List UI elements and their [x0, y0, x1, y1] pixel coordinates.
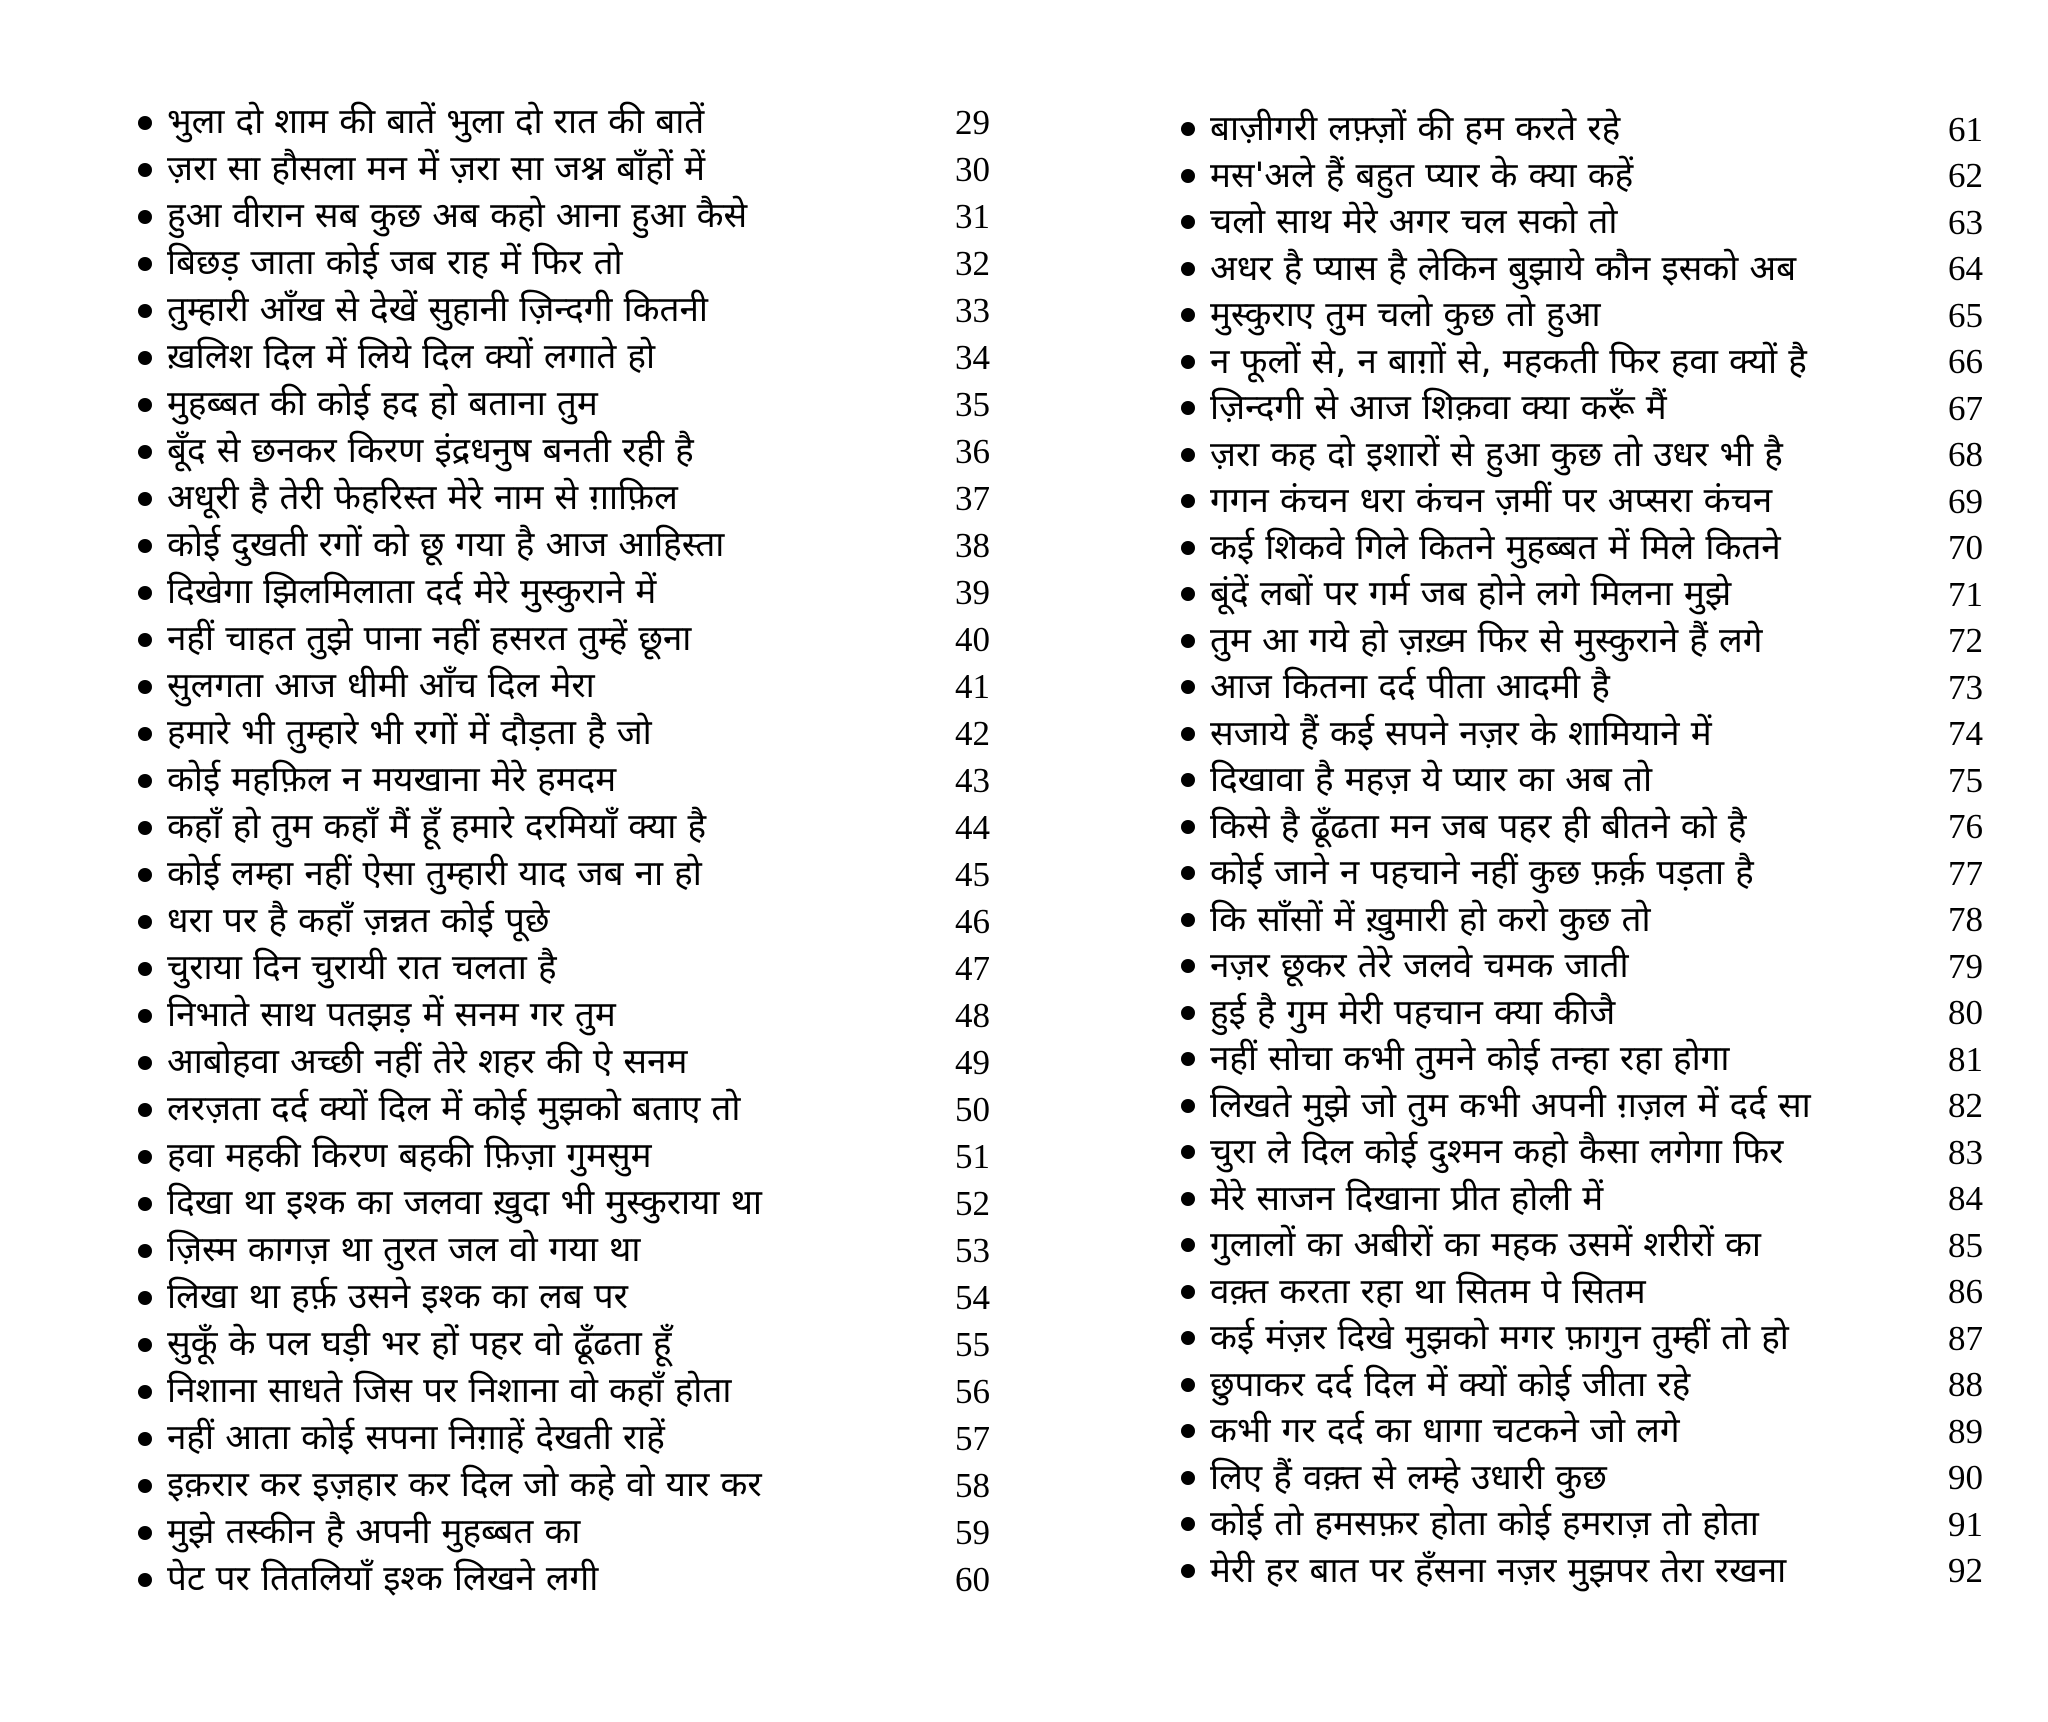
toc-entry [1181, 571, 1983, 618]
toc-entry [1181, 990, 1983, 1037]
toc-entry-page-number: 90 [1948, 1458, 1983, 1498]
toc-entry [1181, 199, 1983, 246]
toc-column-left [138, 99, 990, 1603]
bullet-icon [138, 1009, 152, 1023]
toc-entry-title: कि साँसों में ख़ुमारी हो करो कुछ तो [1210, 899, 1651, 940]
toc-entry [1181, 618, 1983, 665]
toc-entry-page-number: 57 [955, 1419, 990, 1458]
toc-entry-page-number: 75 [1948, 760, 1983, 800]
toc-entry-title: हमारे भी तुम्हारे भी रगों में दौड़ता है जो [167, 713, 652, 754]
bullet-icon [1181, 1378, 1195, 1392]
toc-entry-title: चुराया दिन चुरायी रात चलता है [167, 948, 557, 989]
toc-entry-page-number: 52 [955, 1184, 990, 1223]
toc-entry [138, 522, 990, 569]
toc-entry-title: आज कितना दर्द पीता आदमी है [1210, 667, 1610, 707]
toc-entry-page-number: 48 [955, 996, 990, 1035]
toc-entry [1181, 1269, 1983, 1316]
toc-entry-page-number: 51 [955, 1137, 990, 1176]
bullet-icon [1181, 913, 1195, 927]
toc-entry-page-number: 56 [955, 1372, 990, 1411]
bullet-icon [138, 116, 152, 130]
toc-entry [1181, 478, 1983, 525]
toc-entry-page-number: 59 [955, 1513, 990, 1552]
toc-entry-title: कभी गर दर्द का धागा चटकने जो लगे [1210, 1411, 1680, 1451]
bullet-icon [138, 398, 152, 412]
bullet-icon [138, 1573, 152, 1587]
toc-entry-page-number: 39 [955, 573, 990, 612]
toc-entry-page-number: 87 [1948, 1318, 1983, 1358]
toc-entry [138, 1180, 990, 1227]
toc-entry-title: मेरे साजन दिखाना प्रीत होली में [1210, 1178, 1604, 1219]
toc-entry-page-number: 55 [955, 1325, 990, 1364]
toc-entry [138, 757, 990, 804]
toc-entry-title: बूँद से छनकर किरण इंद्रधनुष बनती रही है [167, 431, 694, 472]
toc-entry-title: धरा पर है कहाँ ज़न्नत कोई पूछे [167, 901, 550, 942]
toc-entry-title: दिखा था इश्क का जलवा ख़ुदा भी मुस्कुराया था [167, 1183, 763, 1224]
toc-entry-title: तुम्हारी आँख से देखें सुहानी ज़िन्दगी कितनी [167, 290, 708, 331]
toc-entry [138, 287, 990, 334]
toc-entry [138, 1227, 990, 1274]
bullet-icon [138, 680, 152, 694]
toc-entry-title: आबोहवा अच्छी नहीं तेरे शहर की ऐ सनम [167, 1042, 688, 1083]
toc-entry-title: कोई दुखती रगों को छू गया है आज आहिस्ता [167, 525, 725, 566]
toc-entry-title: हवा महकी किरण बहकी फ़िज़ा गुमसुम [167, 1136, 652, 1177]
bullet-icon [138, 1291, 152, 1305]
toc-entry-title: निभाते साथ पतझड़ में सनम गर तुम [167, 995, 616, 1036]
toc-entry [138, 334, 990, 381]
toc-entry-title: ख़लिश दिल में लिये दिल क्यों लगाते हो [167, 337, 656, 378]
toc-entry-title: कई मंज़र दिखे मुझको मगर फ़ागुन तुम्हीं तो हो [1210, 1318, 1789, 1358]
toc-entry-title: नहीं सोचा कभी तुमने कोई तन्हा रहा होगा [1210, 1039, 1730, 1079]
toc-entry-page-number: 88 [1948, 1365, 1983, 1405]
bullet-icon [138, 1197, 152, 1211]
toc-entry-page-number: 64 [1948, 249, 1983, 289]
toc-entry-title: निशाना साधते जिस पर निशाना वो कहाँ होता [167, 1371, 732, 1412]
bullet-icon [1181, 122, 1195, 136]
bullet-icon [1181, 1192, 1195, 1206]
bullet-icon [138, 1526, 152, 1540]
toc-entry-title: अधूरी है तेरी फेहरिस्त मेरे नाम से ग़ाफ़िल [167, 478, 678, 519]
toc-entry-title: गुलालों का अबीरों का महक उसमें शरीरों का [1210, 1225, 1761, 1265]
toc-entry [1181, 1362, 1983, 1409]
toc-entry-title: कहाँ हो तुम कहाँ मैं हूँ हमारे दरमियाँ क्या है [167, 807, 707, 848]
toc-entry-page-number: 37 [955, 479, 990, 518]
toc-entry [138, 663, 990, 710]
toc-entry-page-number: 83 [1948, 1132, 1983, 1172]
toc-entry-title: मुस्कुराए तुम चलो कुछ तो हुआ [1210, 295, 1601, 335]
toc-entry-page-number: 86 [1948, 1272, 1983, 1312]
toc-entry [1181, 757, 1983, 804]
bullet-icon [1181, 1052, 1195, 1066]
bullet-icon [1181, 959, 1195, 973]
toc-entry-title: ज़रा कह दो इशारों से हुआ कुछ तो उधर भी है [1210, 434, 1783, 475]
toc-entry [1181, 1501, 1983, 1548]
toc-entry-title: मुझे तस्कीन है अपनी मुहब्बत का [167, 1512, 581, 1553]
bullet-icon [138, 210, 152, 224]
toc-entry-page-number: 71 [1948, 574, 1983, 614]
toc-entry-page-number: 36 [955, 432, 990, 471]
bullet-icon [1181, 262, 1195, 276]
toc-entry-page-number: 84 [1948, 1179, 1983, 1219]
bullet-icon [138, 1338, 152, 1352]
toc-entry-page-number: 49 [955, 1043, 990, 1082]
bullet-icon [138, 633, 152, 647]
toc-entry [138, 851, 990, 898]
bullet-icon [1181, 634, 1195, 648]
toc-entry-page-number: 78 [1948, 900, 1983, 940]
toc-entry-title: हुआ वीरान सब कुछ अब कहो आना हुआ कैसे [167, 196, 748, 237]
bullet-icon [1181, 1471, 1195, 1485]
bullet-icon [1181, 308, 1195, 322]
toc-entry [1181, 1083, 1983, 1130]
bullet-icon [138, 257, 152, 271]
toc-entry [1181, 711, 1983, 758]
bullet-icon [1181, 727, 1195, 741]
toc-entry-page-number: 30 [955, 150, 990, 189]
bullet-icon [1181, 494, 1195, 508]
toc-entry-page-number: 42 [955, 714, 990, 753]
toc-entry-title: बिछड़ जाता कोई जब राह में फिर तो [167, 243, 623, 284]
bullet-icon [138, 915, 152, 929]
toc-entry-title: दिखावा है महज़ ये प्यार का अब तो [1210, 760, 1653, 800]
toc-entry [1181, 246, 1983, 293]
toc-entry-title: नहीं आता कोई सपना निग़ाहें देखती राहें [167, 1418, 665, 1459]
toc-entry [138, 1368, 990, 1415]
toc-entry [1181, 1548, 1983, 1595]
toc-entry-page-number: 74 [1948, 714, 1983, 754]
bullet-icon [1181, 820, 1195, 834]
toc-entry [138, 616, 990, 663]
toc-entry [138, 1415, 990, 1462]
bullet-icon [138, 1432, 152, 1446]
bullet-icon [1181, 169, 1195, 183]
toc-entry-page-number: 70 [1948, 528, 1983, 568]
toc-entry-page-number: 92 [1948, 1551, 1983, 1591]
bullet-icon [138, 163, 152, 177]
toc-entry [138, 898, 990, 945]
toc-entry [138, 1509, 990, 1556]
bullet-icon [1181, 866, 1195, 880]
toc-entry-title: बूंदें लबों पर गर्म जब होने लगे मिलना मुझे [1210, 574, 1732, 614]
toc-entry-page-number: 47 [955, 949, 990, 988]
bullet-icon [138, 821, 152, 835]
toc-entry [1181, 897, 1983, 944]
bullet-icon [1181, 401, 1195, 415]
toc-entry-page-number: 62 [1948, 156, 1983, 196]
bullet-icon [138, 1056, 152, 1070]
toc-entry-title: कोई तो हमसफ़र होता कोई हमराज़ तो होता [1210, 1504, 1759, 1544]
toc-entry [1181, 292, 1983, 339]
bullet-icon [1181, 1285, 1195, 1299]
bullet-icon [138, 586, 152, 600]
bullet-icon [1181, 587, 1195, 601]
toc-entry-title: मेरी हर बात पर हँसना नज़र मुझपर तेरा रखना [1210, 1550, 1787, 1591]
toc-entry-page-number: 35 [955, 385, 990, 424]
toc-entry-title: कोई जाने न पहचाने नहीं कुछ फ़र्क़ पड़ता है [1210, 853, 1754, 893]
bullet-icon [1181, 680, 1195, 694]
toc-entry-title: अधर है प्यास है लेकिन बुझाये कौन इसको अब [1210, 248, 1797, 289]
toc-entry-page-number: 29 [955, 103, 990, 142]
bullet-icon [138, 304, 152, 318]
toc-entry-title: सुलगता आज धीमी आँच दिल मेरा [167, 666, 595, 707]
toc-entry-title: कोई महफ़िल न मयखाना मेरे हमदम [167, 760, 617, 801]
toc-entry-page-number: 72 [1948, 621, 1983, 661]
bullet-icon [138, 539, 152, 553]
toc-entry-title: भुला दो शाम की बातें भुला दो रात की बातें [167, 102, 705, 143]
bullet-icon [1181, 1238, 1195, 1252]
toc-entry-title: दिखेगा झिलमिलाता दर्द मेरे मुस्कुराने में [167, 572, 657, 613]
toc-entry-title: लिखते मुझे जो तुम कभी अपनी ग़ज़ल में दर्द सा [1210, 1085, 1811, 1126]
toc-entry-title: बाज़ीगरी लफ़्ज़ों की हम करते रहे [1210, 109, 1621, 149]
bullet-icon [138, 1244, 152, 1258]
bullet-icon [1181, 1424, 1195, 1438]
bullet-icon [1181, 355, 1195, 369]
toc-entry-page-number: 82 [1948, 1086, 1983, 1126]
toc-entry-page-number: 54 [955, 1278, 990, 1317]
toc-entry [1181, 525, 1983, 572]
toc-entry-title: नहीं चाहत तुझे पाना नहीं हसरत तुम्हें छूना [167, 619, 692, 660]
toc-entry-title: ज़िन्दगी से आज शिक़वा क्या करूँ मैं [1210, 388, 1667, 428]
toc-entry [138, 381, 990, 428]
toc-entry-page-number: 80 [1948, 993, 1983, 1033]
toc-entry [138, 1133, 990, 1180]
bullet-icon [138, 1479, 152, 1493]
toc-entry-page-number: 66 [1948, 342, 1983, 382]
toc-entry [1181, 850, 1983, 897]
toc-entry-title: कई शिकवे गिले कितने मुहब्बत में मिले कितने [1210, 527, 1781, 568]
bullet-icon [138, 962, 152, 976]
bullet-icon [1181, 1517, 1195, 1531]
bullet-icon [1181, 1331, 1195, 1345]
toc-entry-title: सजाये हैं कई सपने नज़र के शामियाने में [1210, 713, 1712, 754]
toc-entry [138, 1086, 990, 1133]
toc-entry-page-number: 91 [1948, 1504, 1983, 1544]
toc-entry-page-number: 69 [1948, 481, 1983, 521]
toc-entry-title: कोई लम्हा नहीं ऐसा तुम्हारी याद जब ना हो [167, 854, 702, 895]
bullet-icon [1181, 1006, 1195, 1020]
toc-entry-page-number: 68 [1948, 435, 1983, 475]
bullet-icon [1181, 215, 1195, 229]
toc-entry-page-number: 53 [955, 1231, 990, 1270]
toc-entry-title: छुपाकर दर्द दिल में क्यों कोई जीता रहे [1210, 1364, 1691, 1405]
toc-entry [138, 710, 990, 757]
toc-entry-page-number: 32 [955, 244, 990, 283]
toc-entry-page-number: 73 [1948, 667, 1983, 707]
toc-entry-title: मस'अले हैं बहुत प्यार के क्या कहें [1210, 155, 1634, 196]
bullet-icon [138, 1150, 152, 1164]
bullet-icon [1181, 1564, 1195, 1578]
bullet-icon [138, 727, 152, 741]
toc-entry-page-number: 76 [1948, 807, 1983, 847]
toc-entry [138, 193, 990, 240]
toc-entry-title: हुई है गुम मेरी पहचान क्या कीजै [1210, 992, 1616, 1033]
toc-entry-page-number: 61 [1948, 109, 1983, 149]
toc-entry-page-number: 58 [955, 1466, 990, 1505]
toc-column-right [1181, 106, 1983, 1594]
toc-entry-page-number: 77 [1948, 853, 1983, 893]
toc-entry-page-number: 44 [955, 808, 990, 847]
toc-entry-title: सुकूँ के पल घड़ी भर हों पहर वो ढूँढता हूँ [167, 1324, 672, 1365]
toc-entry-title: लरज़ता दर्द क्यों दिल में कोई मुझको बताए तो [167, 1089, 741, 1130]
toc-entry-page-number: 67 [1948, 388, 1983, 428]
toc-entry-page-number: 85 [1948, 1225, 1983, 1265]
toc-entry [1181, 106, 1983, 153]
bullet-icon [138, 1385, 152, 1399]
toc-entry [1181, 339, 1983, 386]
toc-entry-title: न फूलों से, न बाग़ों से, महकती फिर हवा क्यों है [1210, 341, 1807, 382]
toc-entry [1181, 153, 1983, 200]
toc-entry-title: ज़रा सा हौसला मन में ज़रा सा जश्न बाँहों में [167, 149, 706, 190]
bullet-icon [1181, 1145, 1195, 1159]
toc-entry [138, 945, 990, 992]
toc-entry [138, 1274, 990, 1321]
toc-entry-title: गगन कंचन धरा कंचन ज़मीं पर अप्सरा कंचन [1210, 481, 1773, 521]
toc-entry-title: चलो साथ मेरे अगर चल सको तो [1210, 202, 1618, 242]
toc-entry-title: चुरा ले दिल कोई दुश्मन कहो कैसा लगेगा फिर [1210, 1132, 1784, 1172]
toc-entry [1181, 1408, 1983, 1455]
bullet-icon [138, 868, 152, 882]
toc-entry [1181, 1036, 1983, 1083]
toc-entry [1181, 1315, 1983, 1362]
toc-entry-title: इक़रार कर इज़हार कर दिल जो कहे वो यार कर [167, 1465, 762, 1506]
toc-entry-page-number: 89 [1948, 1411, 1983, 1451]
toc-entry [138, 1556, 990, 1603]
toc-entry-title: लिए हैं वक़्त से लम्हे उधारी कुछ [1210, 1457, 1607, 1498]
toc-entry-page-number: 79 [1948, 946, 1983, 986]
toc-entry [1181, 804, 1983, 851]
toc-entry [138, 1321, 990, 1368]
bullet-icon [1181, 541, 1195, 555]
bullet-icon [138, 774, 152, 788]
toc-entry [1181, 1222, 1983, 1269]
bullet-icon [138, 492, 152, 506]
toc-entry-title: तुम आ गये हो ज़ख़्म फिर से मुस्कुराने हैं लगे [1210, 620, 1763, 661]
toc-entry-page-number: 50 [955, 1090, 990, 1129]
bullet-icon [1181, 773, 1195, 787]
toc-entry-title: पेट पर तितलियाँ इश्क लिखने लगी [167, 1559, 599, 1600]
toc-entry [138, 1039, 990, 1086]
bullet-icon [1181, 1099, 1195, 1113]
bullet-icon [1181, 448, 1195, 462]
toc-entry [138, 1462, 990, 1509]
toc-entry-page-number: 38 [955, 526, 990, 565]
toc-entry [138, 428, 990, 475]
toc-entry [138, 804, 990, 851]
toc-entry-title: वक़्त करता रहा था सितम पे सितम [1210, 1271, 1646, 1312]
toc-entry-page-number: 31 [955, 197, 990, 236]
bullet-icon [138, 1103, 152, 1117]
toc-entry [138, 99, 990, 146]
toc-entry-page-number: 40 [955, 620, 990, 659]
bullet-icon [138, 351, 152, 365]
toc-entry-page-number: 63 [1948, 202, 1983, 242]
toc-entry-title: किसे है ढूँढता मन जब पहर ही बीतने को है [1210, 806, 1747, 847]
toc-entry [1181, 1176, 1983, 1223]
toc-entry-page-number: 45 [955, 855, 990, 894]
toc-entry [138, 475, 990, 522]
toc-entry-page-number: 46 [955, 902, 990, 941]
toc-entry-page-number: 81 [1948, 1039, 1983, 1079]
toc-entry-page-number: 60 [955, 1560, 990, 1599]
toc-entry-title: नज़र छूकर तेरे जलवे चमक जाती [1210, 946, 1629, 986]
toc-entry [138, 569, 990, 616]
toc-entry-title: मुहब्बत की कोई हद हो बताना तुम [167, 384, 598, 425]
toc-entry-page-number: 65 [1948, 295, 1983, 335]
toc-entry-title: लिखा था हर्फ़ उसने इश्क का लब पर [167, 1277, 628, 1318]
toc-entry [1181, 664, 1983, 711]
toc-entry-page-number: 41 [955, 667, 990, 706]
toc-entry [1181, 1455, 1983, 1502]
toc-entry [138, 146, 990, 193]
toc-entry [1181, 432, 1983, 479]
bullet-icon [138, 445, 152, 459]
toc-entry-title: ज़िस्म कागज़ था तुरत जल वो गया था [167, 1230, 641, 1271]
toc-entry-page-number: 43 [955, 761, 990, 800]
toc-entry [138, 240, 990, 287]
toc-entry [1181, 385, 1983, 432]
toc-entry [138, 992, 990, 1039]
toc-entry [1181, 943, 1983, 990]
toc-entry [1181, 1129, 1983, 1176]
toc-entry-page-number: 33 [955, 291, 990, 330]
toc-entry-page-number: 34 [955, 338, 990, 377]
